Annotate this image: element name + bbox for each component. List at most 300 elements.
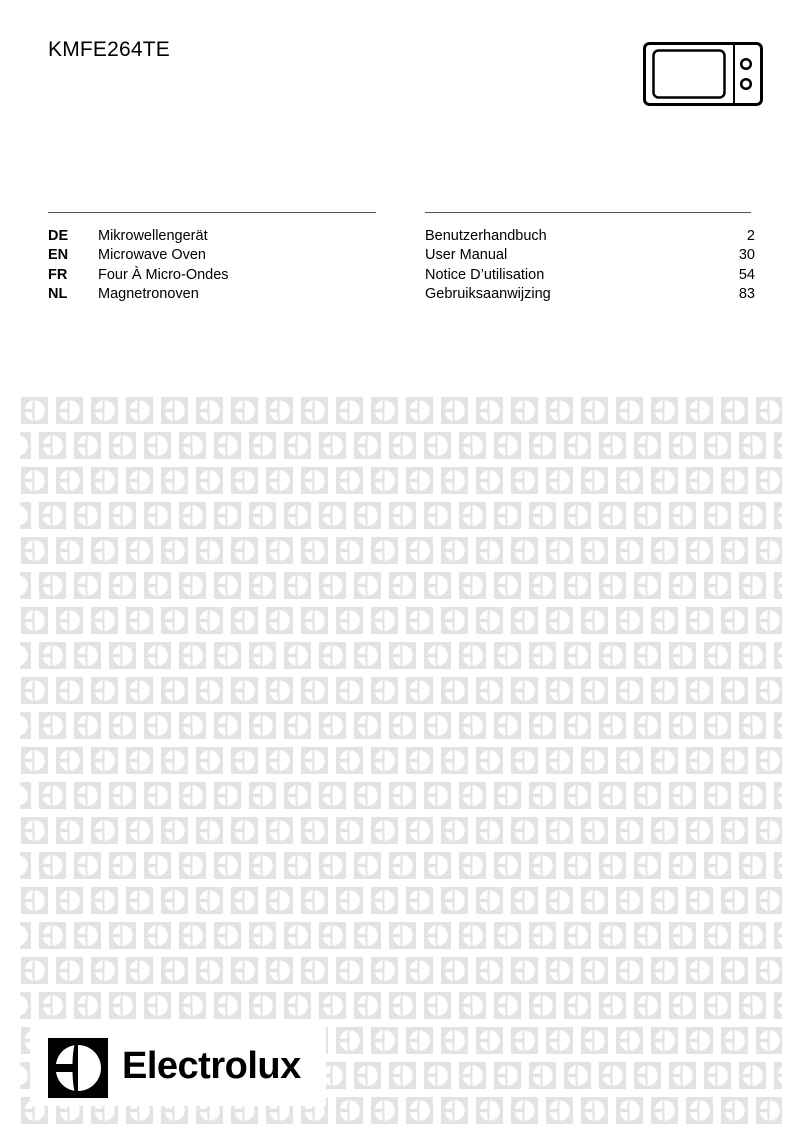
electrolux-tile-icon [161, 677, 188, 704]
electrolux-tile-icon [109, 922, 136, 949]
electrolux-tile-icon [476, 607, 503, 634]
electrolux-tile-icon [459, 992, 486, 1019]
electrolux-tile-icon [389, 572, 416, 599]
electrolux-tile-icon [109, 432, 136, 459]
electrolux-tile-icon [126, 817, 153, 844]
electrolux-tile-icon [406, 747, 433, 774]
electrolux-tile-icon [616, 817, 643, 844]
language-row-nl[interactable] [48, 285, 378, 304]
electrolux-tile-icon [651, 817, 678, 844]
electrolux-tile-icon [4, 852, 31, 879]
electrolux-tile-icon [581, 957, 608, 984]
product-title: Microwave Oven [98, 247, 206, 264]
electrolux-tile-icon [494, 642, 521, 669]
electrolux-tile-icon [319, 922, 346, 949]
electrolux-tile-icon [389, 852, 416, 879]
pattern-row [0, 642, 802, 669]
electrolux-tile-icon [756, 397, 783, 424]
electrolux-tile-icon [91, 397, 118, 424]
electrolux-tile-icon [634, 642, 661, 669]
electrolux-tile-icon [179, 782, 206, 809]
electrolux-tile-icon [756, 747, 783, 774]
electrolux-tile-icon [249, 922, 276, 949]
electrolux-tile-icon [179, 642, 206, 669]
electrolux-tile-icon [4, 922, 31, 949]
electrolux-tile-icon [634, 992, 661, 1019]
electrolux-tile-icon [511, 887, 538, 914]
electrolux-tile-icon [56, 887, 83, 914]
electrolux-tile-icon [126, 607, 153, 634]
electrolux-tile-icon [756, 467, 783, 494]
electrolux-tile-icon [704, 992, 731, 1019]
electrolux-tile-icon [214, 642, 241, 669]
electrolux-tile-icon [354, 712, 381, 739]
electrolux-tile-icon [704, 432, 731, 459]
electrolux-tile-icon [21, 887, 48, 914]
electrolux-tile-icon [74, 642, 101, 669]
electrolux-tile-icon [459, 1062, 486, 1089]
electrolux-tile-icon [21, 607, 48, 634]
electrolux-tile-icon [21, 397, 48, 424]
pattern-row [0, 782, 802, 809]
page-number: 54 [738, 266, 755, 283]
electrolux-tile-icon [511, 397, 538, 424]
electrolux-tile-icon [651, 467, 678, 494]
electrolux-tile-icon [126, 677, 153, 704]
electrolux-tile-icon [74, 712, 101, 739]
electrolux-tile-icon [301, 607, 328, 634]
language-row-de[interactable] [48, 227, 378, 246]
electrolux-tile-icon [546, 1027, 573, 1054]
electrolux-tile-icon [756, 677, 783, 704]
electrolux-tile-icon [651, 607, 678, 634]
electrolux-tile-icon [39, 572, 66, 599]
electrolux-tile-icon [74, 782, 101, 809]
electrolux-tile-icon [424, 782, 451, 809]
electrolux-tile-icon [459, 572, 486, 599]
electrolux-tile-icon [126, 397, 153, 424]
electrolux-tile-icon [249, 992, 276, 1019]
electrolux-tile-icon [529, 432, 556, 459]
electrolux-tile-icon [424, 852, 451, 879]
electrolux-tile-icon [231, 957, 258, 984]
electrolux-tile-icon [161, 957, 188, 984]
electrolux-tile-icon [4, 432, 31, 459]
electrolux-tile-icon [651, 1097, 678, 1124]
electrolux-tile-icon [4, 782, 31, 809]
electrolux-tile-icon [231, 817, 258, 844]
electrolux-tile-icon [721, 887, 748, 914]
electrolux-tile-icon [301, 817, 328, 844]
electrolux-tile-icon [336, 677, 363, 704]
electrolux-tile-icon [406, 957, 433, 984]
electrolux-tile-icon [196, 397, 223, 424]
electrolux-tile-icon [284, 572, 311, 599]
electrolux-tile-icon [651, 397, 678, 424]
electrolux-tile-icon [756, 607, 783, 634]
page-number: 83 [738, 285, 755, 302]
electrolux-tile-icon [406, 607, 433, 634]
electrolux-tile-icon [599, 1062, 626, 1089]
electrolux-tile-icon [756, 817, 783, 844]
electrolux-tile-icon [441, 957, 468, 984]
electrolux-tile-icon [196, 887, 223, 914]
manual-row-de[interactable] [425, 227, 755, 246]
electrolux-tile-icon [494, 432, 521, 459]
electrolux-tile-icon [179, 502, 206, 529]
electrolux-tile-icon [529, 782, 556, 809]
electrolux-tile-icon [371, 397, 398, 424]
electrolux-tile-icon [319, 432, 346, 459]
electrolux-tile-icon [39, 432, 66, 459]
electrolux-tile-icon [74, 502, 101, 529]
electrolux-tile-icon [546, 887, 573, 914]
electrolux-tile-icon [494, 1062, 521, 1089]
electrolux-tile-icon [266, 817, 293, 844]
electrolux-tile-icon [529, 502, 556, 529]
electrolux-tile-icon [406, 817, 433, 844]
electrolux-tile-icon [91, 537, 118, 564]
electrolux-tile-icon [196, 467, 223, 494]
electrolux-tile-icon [196, 747, 223, 774]
electrolux-tile-icon [476, 747, 503, 774]
electrolux-tile-icon [424, 712, 451, 739]
electrolux-tile-icon [441, 747, 468, 774]
electrolux-tile-icon [214, 992, 241, 1019]
electrolux-tile-icon [704, 712, 731, 739]
electrolux-tile-icon [39, 782, 66, 809]
electrolux-tile-icon [459, 502, 486, 529]
electrolux-tile-icon [109, 712, 136, 739]
electrolux-tile-icon [231, 887, 258, 914]
electrolux-tile-icon [56, 537, 83, 564]
electrolux-tile-icon [284, 922, 311, 949]
electrolux-tile-icon [336, 887, 363, 914]
electrolux-tile-icon [144, 992, 171, 1019]
electrolux-tile-icon [721, 957, 748, 984]
page-number: 30 [738, 247, 755, 264]
electrolux-tile-icon [616, 467, 643, 494]
electrolux-tile-icon [616, 887, 643, 914]
electrolux-tile-icon [756, 887, 783, 914]
electrolux-tile-icon [529, 712, 556, 739]
electrolux-tile-icon [511, 677, 538, 704]
manual-title: Benutzerhandbuch [425, 228, 547, 244]
electrolux-tile-icon [284, 712, 311, 739]
electrolux-tile-icon [459, 852, 486, 879]
electrolux-tile-icon [56, 677, 83, 704]
electrolux-tile-icon [476, 677, 503, 704]
electrolux-tile-icon [581, 1027, 608, 1054]
electrolux-tile-icon [721, 1027, 748, 1054]
electrolux-tile-icon [301, 747, 328, 774]
electrolux-tile-icon [56, 467, 83, 494]
electrolux-tile-icon [389, 712, 416, 739]
electrolux-tile-icon [616, 677, 643, 704]
electrolux-tile-icon [301, 537, 328, 564]
electrolux-tile-icon [266, 397, 293, 424]
electrolux-tile-icon [599, 642, 626, 669]
electrolux-tile-icon [581, 397, 608, 424]
electrolux-tile-icon [319, 992, 346, 1019]
electrolux-tile-icon [336, 1027, 363, 1054]
electrolux-tile-icon [459, 432, 486, 459]
electrolux-tile-icon [319, 712, 346, 739]
electrolux-tile-icon [546, 817, 573, 844]
language-code: FR [48, 266, 68, 283]
electrolux-tile-icon [476, 887, 503, 914]
electrolux-tile-icon [231, 607, 258, 634]
electrolux-tile-icon [91, 677, 118, 704]
electrolux-tile-icon [249, 642, 276, 669]
electrolux-tile-icon [406, 537, 433, 564]
electrolux-tile-icon [406, 397, 433, 424]
electrolux-tile-icon [56, 957, 83, 984]
electrolux-tile-icon [231, 467, 258, 494]
pattern-row [0, 852, 802, 879]
electrolux-tile-icon [284, 992, 311, 1019]
language-code: NL [48, 285, 68, 302]
pattern-row [0, 607, 802, 634]
language-row-fr[interactable] [48, 266, 378, 285]
electrolux-tile-icon [424, 1062, 451, 1089]
electrolux-tile-icon [599, 432, 626, 459]
electrolux-tile-icon [406, 887, 433, 914]
electrolux-tile-icon [476, 467, 503, 494]
electrolux-tile-icon [564, 1062, 591, 1089]
electrolux-tile-icon [161, 537, 188, 564]
electrolux-tile-icon [774, 432, 801, 459]
electrolux-tile-icon [704, 852, 731, 879]
electrolux-tile-icon [529, 1062, 556, 1089]
pattern-row [0, 572, 802, 599]
electrolux-tile-icon [109, 782, 136, 809]
electrolux-tile-icon [599, 782, 626, 809]
product-title: Four À Micro-Ondes [98, 266, 229, 283]
electrolux-tile-icon [599, 992, 626, 1019]
electrolux-tile-icon [669, 642, 696, 669]
electrolux-tile-icon [721, 817, 748, 844]
electrolux-tile-icon [546, 957, 573, 984]
electrolux-tile-icon [74, 572, 101, 599]
electrolux-tile-icon [774, 1062, 801, 1089]
language-list [48, 227, 378, 304]
electrolux-tile-icon [739, 782, 766, 809]
divider-left [48, 212, 376, 213]
electrolux-tile-icon [564, 642, 591, 669]
electrolux-tile-icon [371, 747, 398, 774]
electrolux-tile-icon [651, 957, 678, 984]
electrolux-tile-icon [406, 1027, 433, 1054]
electrolux-tile-icon [476, 1027, 503, 1054]
electrolux-tile-icon [196, 817, 223, 844]
language-code: DE [48, 228, 69, 244]
product-title: Magnetronoven [98, 285, 199, 302]
electrolux-tile-icon [564, 922, 591, 949]
language-code: EN [48, 247, 69, 264]
electrolux-tile-icon [4, 572, 31, 599]
electrolux-tile-icon [459, 642, 486, 669]
manual-row-fr[interactable] [425, 266, 755, 285]
electrolux-tile-icon [109, 572, 136, 599]
electrolux-tile-icon [371, 607, 398, 634]
electrolux-tile-icon [39, 712, 66, 739]
electrolux-tile-icon [721, 677, 748, 704]
electrolux-tile-icon [56, 607, 83, 634]
electrolux-tile-icon [669, 1062, 696, 1089]
electrolux-tile-icon [179, 572, 206, 599]
microwave-oven-icon [643, 42, 763, 106]
electrolux-tile-icon [284, 782, 311, 809]
electrolux-tile-icon [336, 537, 363, 564]
electrolux-tile-icon [109, 852, 136, 879]
electrolux-tile-icon [774, 712, 801, 739]
electrolux-tile-icon [144, 852, 171, 879]
electrolux-tile-icon [231, 537, 258, 564]
electrolux-tile-icon [441, 537, 468, 564]
electrolux-tile-icon [476, 957, 503, 984]
electrolux-tile-icon [109, 992, 136, 1019]
electrolux-tile-icon [511, 467, 538, 494]
electrolux-tile-icon [179, 992, 206, 1019]
electrolux-tile-icon [564, 502, 591, 529]
electrolux-tile-icon [739, 852, 766, 879]
electrolux-tile-icon [354, 782, 381, 809]
language-row-en[interactable] [48, 246, 378, 265]
electrolux-tile-icon [389, 502, 416, 529]
electrolux-tile-icon [144, 502, 171, 529]
electrolux-tile-icon [494, 502, 521, 529]
electrolux-tile-icon [144, 572, 171, 599]
electrolux-tile-icon [441, 817, 468, 844]
electrolux-tile-icon [686, 607, 713, 634]
electrolux-tile-icon [144, 712, 171, 739]
electrolux-tile-icon [301, 957, 328, 984]
electrolux-tile-icon [354, 922, 381, 949]
electrolux-tile-icon [126, 747, 153, 774]
electrolux-tile-icon [126, 957, 153, 984]
electrolux-tile-icon [179, 922, 206, 949]
electrolux-tile-icon [319, 502, 346, 529]
electrolux-tile-icon [774, 992, 801, 1019]
electrolux-tile-icon [441, 467, 468, 494]
electrolux-tile-icon [231, 397, 258, 424]
electrolux-tile-icon [179, 432, 206, 459]
electrolux-tile-icon [441, 677, 468, 704]
electrolux-tile-icon [739, 502, 766, 529]
electrolux-tile-icon [599, 572, 626, 599]
electrolux-tile-icon [354, 1062, 381, 1089]
electrolux-tile-icon [441, 397, 468, 424]
electrolux-tile-icon [686, 1097, 713, 1124]
electrolux-tile-icon [756, 1027, 783, 1054]
electrolux-tile-icon [704, 922, 731, 949]
electrolux-tile-icon [231, 747, 258, 774]
electrolux-tile-icon [56, 817, 83, 844]
electrolux-tile-icon [511, 1027, 538, 1054]
electrolux-tile-icon [459, 922, 486, 949]
pattern-row [0, 922, 802, 949]
electrolux-logo-icon [48, 1038, 108, 1098]
electrolux-tile-icon [459, 712, 486, 739]
electrolux-tile-icon [266, 537, 293, 564]
electrolux-tile-icon [39, 992, 66, 1019]
electrolux-tile-icon [4, 502, 31, 529]
electrolux-tile-icon [424, 432, 451, 459]
electrolux-tile-icon [511, 957, 538, 984]
product-title: Mikrowellengerät [98, 228, 208, 244]
electrolux-tile-icon [529, 852, 556, 879]
electrolux-tile-icon [634, 852, 661, 879]
electrolux-tile-icon [74, 992, 101, 1019]
electrolux-tile-icon [546, 607, 573, 634]
electrolux-tile-icon [669, 502, 696, 529]
electrolux-tile-icon [424, 502, 451, 529]
electrolux-tile-icon [371, 957, 398, 984]
electrolux-tile-icon [564, 432, 591, 459]
electrolux-tile-icon [214, 502, 241, 529]
electrolux-tile-icon [354, 992, 381, 1019]
electrolux-tile-icon [196, 677, 223, 704]
electrolux-tile-icon [721, 1097, 748, 1124]
electrolux-tile-icon [686, 887, 713, 914]
divider-right [425, 212, 751, 213]
electrolux-tile-icon [284, 502, 311, 529]
electrolux-tile-icon [616, 397, 643, 424]
electrolux-tile-icon [686, 1027, 713, 1054]
electrolux-tile-icon [424, 992, 451, 1019]
electrolux-tile-icon [424, 572, 451, 599]
electrolux-tile-icon [56, 397, 83, 424]
electrolux-tile-icon [616, 957, 643, 984]
electrolux-tile-icon [266, 467, 293, 494]
electrolux-tile-icon [284, 432, 311, 459]
electrolux-tile-icon [371, 887, 398, 914]
electrolux-tile-icon [214, 712, 241, 739]
electrolux-tile-icon [686, 537, 713, 564]
electrolux-tile-icon [266, 607, 293, 634]
manual-title: Gebruiksaanwijzing [425, 285, 551, 302]
manual-row-nl[interactable] [425, 285, 755, 304]
electrolux-tile-icon [704, 642, 731, 669]
electrolux-tile-icon [319, 642, 346, 669]
electrolux-tile-icon [494, 922, 521, 949]
electrolux-tile-icon [669, 572, 696, 599]
electrolux-tile-icon [756, 1097, 783, 1124]
manual-row-en[interactable] [425, 246, 755, 265]
electrolux-tile-icon [371, 537, 398, 564]
electrolux-tile-icon [301, 677, 328, 704]
electrolux-tile-icon [336, 607, 363, 634]
electrolux-tile-icon [214, 572, 241, 599]
electrolux-tile-icon [266, 957, 293, 984]
electrolux-tile-icon [406, 467, 433, 494]
electrolux-tile-icon [214, 432, 241, 459]
electrolux-tile-icon [616, 747, 643, 774]
model-number: KMFE264TE [48, 38, 171, 61]
electrolux-tile-icon [441, 1097, 468, 1124]
electrolux-tile-icon [704, 1062, 731, 1089]
electrolux-tile-icon [354, 502, 381, 529]
electrolux-tile-icon [546, 467, 573, 494]
electrolux-tile-icon [686, 397, 713, 424]
electrolux-tile-icon [4, 992, 31, 1019]
electrolux-tile-icon [196, 537, 223, 564]
electrolux-tile-icon [616, 537, 643, 564]
electrolux-tile-icon [721, 537, 748, 564]
electrolux-tile-icon [371, 817, 398, 844]
electrolux-tile-icon [581, 677, 608, 704]
